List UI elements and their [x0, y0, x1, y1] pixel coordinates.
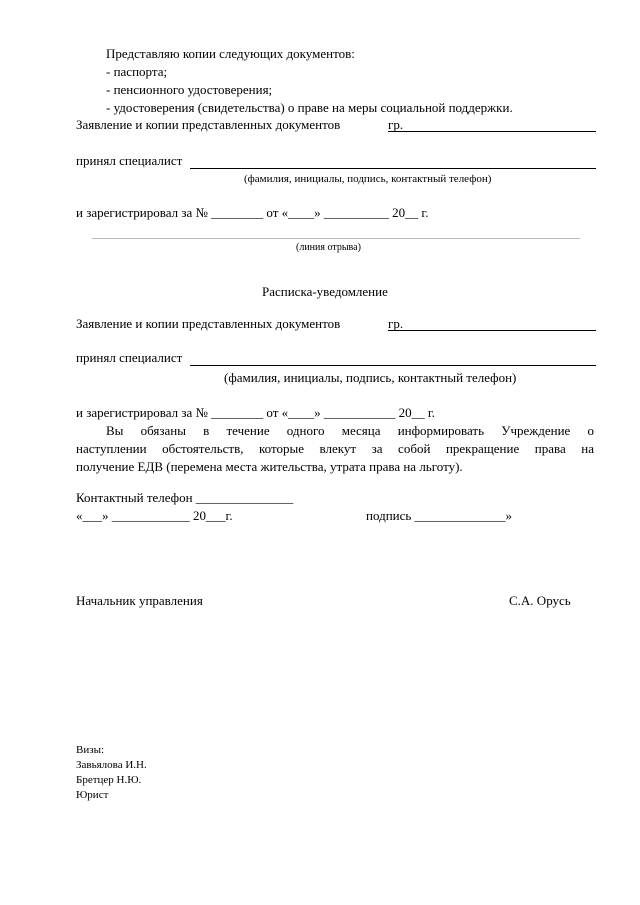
tear-line	[92, 238, 580, 239]
receipt-gr-label: гр.	[388, 316, 404, 331]
receipt-applicant-line	[388, 330, 596, 331]
tear-label: (линия отрыва)	[296, 242, 361, 253]
receipt-specialist-line	[190, 365, 596, 366]
receipt-accepted-line: Заявление и копии представленных документов	[76, 316, 341, 331]
document-item-certificate: - удостоверения (свидетельства) о праве на меры социальной поддержки.	[106, 100, 513, 115]
obligation-line-3: получение ЕДВ (перемена места жительства, утрата права на льготу).	[76, 459, 463, 474]
specialist-hint: (фамилия, инициалы, подпись, контактный телефон)	[244, 173, 492, 185]
receipt-specialist-hint: (фамилия, инициалы, подпись, контактный телефон)	[224, 370, 517, 385]
specialist-line	[190, 168, 596, 169]
receipt-date-line: «___» ____________ 20___г.	[76, 508, 233, 523]
obligation-line-2: наступлении обстоятельств, которые влекут за собой прекращение права на	[76, 441, 594, 456]
receipt-title: Расписка-уведомление	[262, 284, 388, 299]
registration-line: и зарегистрировал за № ________ от «____» __________ 20__ г.	[76, 205, 429, 220]
receipt-registration-line: и зарегистрировал за № ________ от «____» ___________ 20__ г.	[76, 405, 436, 420]
visa-name: Бретцер Н.Ю.	[76, 774, 142, 786]
accepted-line: Заявление и копии представленных документов	[76, 117, 341, 132]
visa-name: Завьялова И.Н.	[76, 759, 147, 771]
document-item-passport: - паспорта;	[106, 64, 168, 79]
visa-name: Юрист	[76, 789, 109, 801]
head-name: С.А. Орусь	[509, 593, 571, 608]
obligation-line-1: Вы обязаны в течение одного месяца информировать Учреждение о	[106, 423, 594, 438]
visas-title: Визы:	[76, 744, 105, 756]
document-item-pension: - пенсионного удостоверения;	[106, 82, 273, 97]
contact-phone-line: Контактный телефон _______________	[76, 490, 294, 505]
receipt-signature-line: подпись ______________»	[366, 508, 513, 523]
documents-intro: Представляю копии следующих документов:	[106, 46, 355, 61]
gr-label: гр.	[388, 117, 404, 132]
head-position: Начальник управления	[76, 593, 203, 608]
applicant-name-line	[388, 131, 596, 132]
specialist-label: принял специалист	[76, 153, 183, 168]
receipt-specialist-label: принял специалист	[76, 350, 183, 365]
